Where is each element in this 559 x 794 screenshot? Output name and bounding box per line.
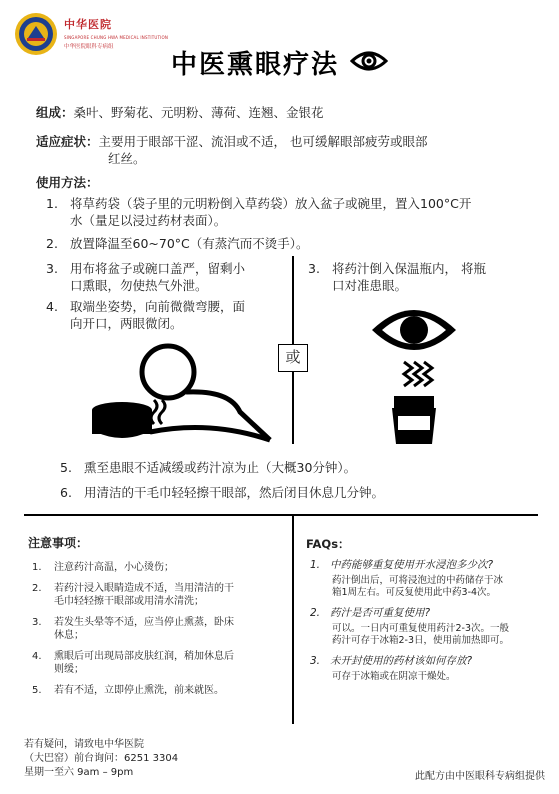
- note-5: [32, 684, 282, 697]
- ingredients-row: [36, 104, 324, 121]
- step-5-num: 5.: [60, 460, 72, 475]
- contact-line2: （大巴窑）前台询问：6251 3304: [24, 753, 179, 764]
- note-1-line1: 注意药汁高温，小心烫伤；: [54, 562, 174, 573]
- steam-bowl-illustration: [90, 340, 275, 445]
- step-5: [60, 459, 540, 476]
- or-box: 或: [278, 344, 308, 372]
- faq-1-a2: 箱1周左右。可反复使用此中药3-4次。: [332, 587, 497, 598]
- step-4-line1: 取端坐姿势，向前微微弯腰，面: [70, 299, 246, 314]
- faq-2-answer: [332, 623, 552, 647]
- indication-line2: 红丝。: [108, 151, 146, 166]
- step-3a-line2: 口熏眼，勿使热气外泄。: [70, 278, 208, 293]
- faq-2-q: 药汁是否可重复使用?: [330, 607, 431, 619]
- step-1-num: 1.: [46, 196, 58, 211]
- faq-3-a1: 可存于冰箱或在阴凉干燥处。: [332, 671, 456, 682]
- thermos-illustration: [368, 296, 460, 446]
- step-2-num: 2.: [46, 236, 58, 251]
- note-4-line2: 则缓；: [54, 664, 84, 675]
- step-2-line1: 放置降温至60~70°C（有蒸汽而不烫手）。: [70, 236, 309, 251]
- faq-3-answer: [332, 671, 552, 683]
- credit-line: 此配方由中医眼科专病组提供: [415, 771, 545, 782]
- faq-2-num: 2.: [310, 607, 321, 619]
- eye-icon: [350, 49, 388, 77]
- step-6-num: 6.: [60, 485, 72, 500]
- step-3b-num: 3.: [308, 261, 320, 276]
- faq-1-question: [310, 559, 550, 572]
- step-4-num: 4.: [46, 299, 58, 314]
- method-divider-bottom: [292, 372, 294, 444]
- note-5-line1: 若有不适，立即停止熏洗，前来就医。: [54, 685, 224, 696]
- step-3b-line2: 口对准患眼。: [332, 278, 408, 293]
- note-4: [32, 650, 282, 676]
- note-1-num: 1.: [32, 562, 42, 573]
- step-3b-line1: 将药汁倒入保温瓶内， 将瓶: [332, 261, 486, 276]
- faq-3-num: 3.: [310, 655, 321, 667]
- note-2: [32, 582, 282, 608]
- faq-3-question: [310, 655, 550, 668]
- step-3a: [46, 260, 286, 294]
- step-4: [46, 298, 286, 332]
- note-2-line2: 毛巾轻轻擦干眼部或用清水清洗；: [54, 596, 204, 607]
- notes-faq-divider: [292, 514, 294, 724]
- step-6-line1: 用清洁的干毛巾轻轻擦干眼部，然后闭目休息几分钟。: [84, 485, 385, 500]
- title-row: [0, 44, 559, 81]
- ingredients-text: 桑叶、野菊花、元明粉、薄荷、连翘、金银花: [73, 105, 324, 120]
- contact-line3: 星期一至六 9am – 9pm: [24, 767, 134, 778]
- step-1-line2: 水（量足以浸过药材表面）。: [70, 213, 227, 228]
- org-name-en: SINGAPORE CHUNG HWA MEDICAL INSTITUTION: [64, 35, 169, 40]
- step-1-line1: 将草药袋（袋子里的元明粉倒入草药袋）放入盆子或碗里，置入100°C开: [70, 196, 472, 211]
- faq-1-a1: 药汁倒出后，可将浸泡过的中药储存于冰: [332, 575, 504, 586]
- method-title: 使用方法：: [36, 175, 99, 190]
- note-3: [32, 616, 282, 642]
- page-title: 中医熏眼疗法: [170, 50, 339, 80]
- faq-title: FAQs：: [306, 537, 350, 551]
- step-3a-num: 3.: [46, 261, 58, 276]
- method-divider-top: [292, 256, 294, 344]
- note-3-line2: 休息；: [54, 630, 84, 641]
- notes-title: 注意事项：: [28, 536, 89, 550]
- note-5-num: 5.: [32, 685, 42, 696]
- indication-row: [36, 133, 428, 150]
- step-5-line1: 熏至患眼不适减缓或药汁凉为止（大概30分钟）。: [84, 460, 357, 475]
- note-3-line1: 若发生头晕等不适，应当停止熏蒸，卧床: [54, 617, 234, 628]
- faq-2-question: [310, 607, 550, 620]
- faq-3-q: 未开封使用的药材该如何存放?: [330, 655, 473, 667]
- faq-1-q: 中药能够重复使用开水浸泡多少次?: [330, 559, 494, 571]
- org-dept: 中华医院眼科专病组: [64, 44, 114, 50]
- note-1: [32, 561, 282, 574]
- faq-2-a2: 药汁可存于冰箱2-3日，使用前加热即可。: [332, 635, 510, 646]
- faq-1-answer: [332, 575, 552, 599]
- step-3a-line1: 用布将盆子或碗口盖严，留剩小: [70, 261, 246, 276]
- contact-line1: 若有疑问，请致电中华医院: [24, 739, 144, 750]
- note-4-num: 4.: [32, 651, 42, 662]
- note-2-num: 2.: [32, 583, 42, 594]
- note-4-line1: 熏眼后可出现局部皮肤红润，稍加休息后: [54, 651, 234, 662]
- note-3-num: 3.: [32, 617, 42, 628]
- step-1: [46, 195, 541, 229]
- indication-line1: 主要用于眼部干涩、流泪或不适， 也可缓解眼部疲劳或眼部: [98, 134, 428, 149]
- faq-1-num: 1.: [310, 559, 321, 571]
- ingredients-label: 组成：: [36, 105, 74, 120]
- step-6: [60, 484, 540, 501]
- note-2-line1: 若药汁浸入眼睛造成不适，当用清洁的干: [54, 583, 234, 594]
- step-4-line2: 向开口，两眼微闭。: [70, 316, 183, 331]
- step-2: [46, 235, 541, 252]
- contact-block: [24, 738, 178, 780]
- step-3b: [308, 260, 548, 294]
- org-name-cn: 中华医院: [64, 18, 112, 31]
- indication-label: 适应症状：: [36, 134, 99, 149]
- faq-2-a1: 可以。一日内可重复使用药汁2-3次。一般: [332, 623, 510, 634]
- section-divider: [24, 514, 538, 516]
